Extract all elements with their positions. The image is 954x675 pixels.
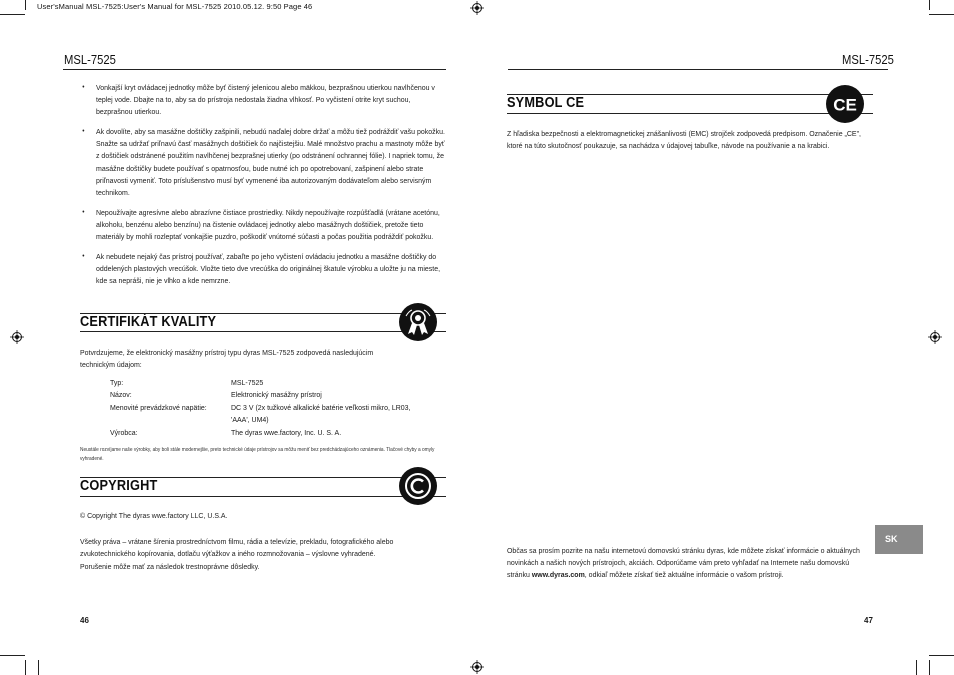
language-tab — [875, 525, 923, 554]
crop-mark — [929, 14, 954, 15]
crop-mark — [0, 655, 25, 656]
quality-note: Neustále rozvíjame naše výrobky, aby boli stále modernejšie, preto technické údaje prístrojov sa môžu meniť bez predchádzajúceho oznámenia. Tlačové chyby a omyly vyhradené. — [80, 447, 435, 462]
spec-row — [110, 389, 440, 401]
registration-mark-icon — [928, 330, 942, 344]
spec-value: MSL-7525 — [231, 378, 264, 387]
spec-value: 'AAA', UM4) — [231, 415, 269, 425]
crop-mark — [916, 660, 917, 675]
crop-mark — [38, 660, 39, 675]
cleaning-item: • Nepoužívajte agresívne alebo abrazívne čistiace prostriedky. Nikdy nepoužívajte rozpúšťadlá (vrátane acetónu, alkoholu, benzénu alebo benzínu) na čistenie ovládacej jednotky alebo masážnych doštičiek, pretože tieto materiály by mohli rozleptať vonkajšie puzdro, poškodiť vnútorné súčasti a počas použitia podráždiť pokožku. — [96, 207, 447, 243]
spec-value: The dyras wwe.factory, Inc. U. S. A. — [231, 427, 342, 437]
top-rule-right — [508, 69, 888, 70]
crop-mark — [929, 0, 930, 10]
quality-heading: CERTIFIKÁT KVALITY — [80, 314, 217, 330]
copyright-line: © Copyright The dyras wwe.factory LLC, U.S.A. — [80, 511, 228, 520]
spec-row — [110, 402, 440, 414]
ce-mark-text: CE — [833, 95, 857, 115]
quality-rule-top — [80, 313, 446, 314]
website-link[interactable]: www.dyras.com — [531, 570, 585, 580]
cleaning-list — [96, 82, 447, 295]
crop-mark — [929, 655, 954, 656]
registration-mark-icon — [470, 660, 484, 674]
print-slug: User'sManual MSL-7525:User's Manual for MSL-7525 2010.05.12. 9:50 Page 46 — [37, 2, 313, 11]
spec-table — [110, 377, 440, 439]
ce-rule-bottom — [507, 113, 873, 114]
ce-heading: SYMBOL CE — [507, 95, 585, 111]
registration-mark-icon — [10, 330, 24, 344]
copyright-paragraph: Všetky práva – vrátane šírenia prostredníctvom filmu, rádia a televízie, prekladu, fotografického alebo zvukotechnického kopírovania, dotlaču výťažkov a iného rozmnožovania – výslovne vyhradené. — [80, 537, 394, 559]
spec-value: Elektronický masážny prístroj — [231, 390, 322, 400]
crop-mark — [929, 660, 930, 675]
model-label-right: MSL-7525 — [842, 53, 894, 67]
quality-intro: Potvrdzujeme, že elektronický masážny prístroj typu dyras MSL-7525 zodpovedá nasledujúcim technickým údajom: — [80, 348, 374, 370]
ce-mark-icon — [825, 84, 865, 124]
cleaning-item: • Ak dovolíte, aby sa masážne doštičky zašpinili, nebudú naďalej dobre držať a môžu tiež podráždiť vašu pokožku. Snažte sa udržať priľnavú časť masážnych doštičiek čo najčistejšiu. Malé množstvo prachu a mastnoty môže byť z doštičiek odstránené použitím navlhčenej bezprašnej utierky (po odstránení ochrannej fólie). I napriek tomu, že masážne doštičky budete používať s opatrnosťou, bude nutné ich po opotrebovaní, zašpinení alebo strate priľnavosti vymeniť. Toto príslušenstvo musí byť vymenené iba autorizovaným dodávateľom alebo servisným technikom. — [96, 126, 447, 199]
cleaning-item: • Vonkajší kryt ovládacej jednotky môže byť čistený jelenicou alebo mäkkou, bezprašnou utierkou navlhčenou v teplej vode. Dbajte na to, aby sa do prístroja nedostala žiadna vlhkosť. Po vyčistení otrite kryt suchou, bezprašnou utierkou. — [96, 82, 447, 118]
ce-text: Z hľadiska bezpečnosti a elektromagnetickej znášanlivosti (EMC) strojček zodpovedá predpisom. Označenie „CE", ktoré na túto skutočnosť poukazuje, sa nachádza v údajovej tabuľke, návode na používanie a na krabici. — [507, 129, 861, 151]
model-label-left: MSL-7525 — [64, 53, 116, 67]
page-number-left: 46 — [80, 616, 89, 625]
spec-row — [110, 414, 440, 426]
language-tab-label: SK — [885, 534, 898, 544]
quality-rule-bottom — [80, 331, 446, 332]
cleaning-item: • Ak nebudete nejaký čas prístroj používať, zabaľte po jeho vyčistení ovládaciu jednotku a masážne doštičky do oddelených plastových vrecúšok. Vložte tieto dve vrecúška do originálnej škatule výrobku a uložte ju na mieste, kde sa nepráši, nie je vlhko a kde nemrzne. — [96, 251, 447, 287]
spec-label: Typ: — [110, 378, 124, 387]
registration-mark-icon — [470, 1, 484, 15]
crop-mark — [0, 14, 25, 15]
copyright-penalty: Porušenie môže mať za následok trestnoprávne dôsledky. — [80, 562, 260, 571]
spec-value: DC 3 V (2x tužkové alkalické batérie veľkosti mikro, LR03, — [231, 402, 411, 412]
crop-mark — [25, 0, 26, 10]
website-note — [507, 545, 861, 581]
spec-label: Názov: — [110, 390, 132, 400]
spec-label: Menovité prevádzkové napätie: — [110, 402, 207, 412]
website-note-text: Občas sa prosím pozrite na našu internetovú domovskú stránku dyras, kde môžete získať informácie o aktuálnych novinkách a našich nových prístrojoch, akciách. Odporúčame vám preto vyhľadať na Internete našu domovskú stránku — [507, 546, 860, 580]
spec-row — [110, 377, 440, 389]
copyright-rule-bottom — [80, 496, 446, 497]
copyright-heading: COPYRIGHT — [80, 478, 158, 494]
page-number-right: 47 — [864, 616, 873, 625]
copyright-icon — [398, 466, 438, 506]
quality-seal-icon — [398, 302, 438, 342]
spec-label: Výrobca: — [110, 427, 138, 437]
crop-mark — [25, 660, 26, 675]
website-note-text: , odkiaľ môžete získať tiež aktuálne informácie o vašom prístroji. — [584, 570, 784, 580]
top-rule-left — [63, 69, 446, 70]
spec-row — [110, 427, 440, 439]
